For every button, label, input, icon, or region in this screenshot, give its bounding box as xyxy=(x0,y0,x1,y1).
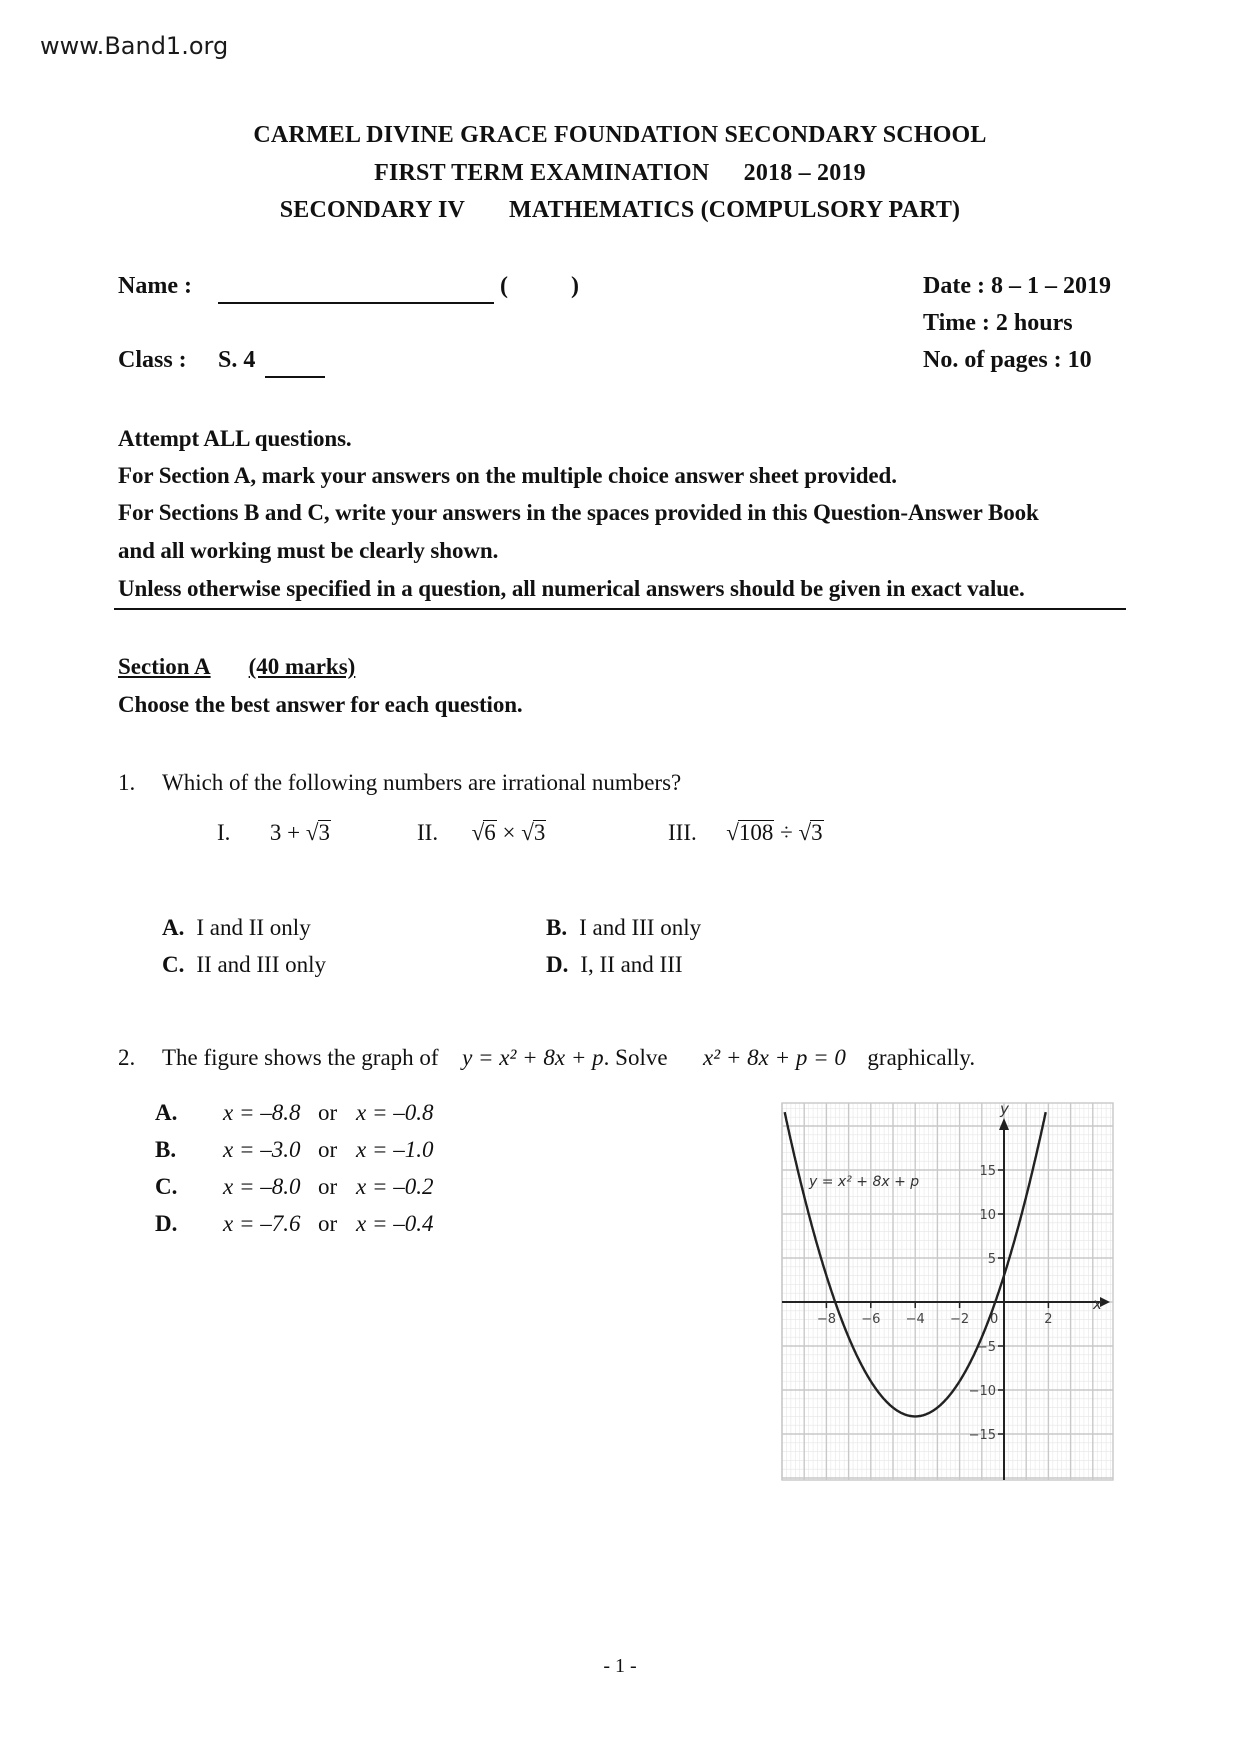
curve-label: y = x² + 8x + p xyxy=(809,1174,920,1190)
question-2-number: 2. xyxy=(118,1045,136,1070)
statement-i-prefix: 3 + xyxy=(269,820,306,845)
option-text: I and III only xyxy=(579,915,702,940)
option-text: I and II only xyxy=(196,915,311,940)
option-root-1: x = –7.6 xyxy=(223,1211,301,1236)
class-field[interactable] xyxy=(265,348,325,378)
q2-option-b[interactable] xyxy=(155,1137,433,1163)
svg-text:2: 2 xyxy=(1044,1312,1053,1327)
name-label: Name : xyxy=(118,273,192,299)
q1-option-a[interactable] xyxy=(162,915,311,941)
question-1-number: 1. xyxy=(118,770,136,795)
class-number-field[interactable] xyxy=(512,272,572,302)
statement-i-radicand: 3 xyxy=(318,820,331,845)
section-a-marks: (40 marks) xyxy=(248,654,356,679)
q1-option-b[interactable] xyxy=(546,915,701,941)
page-number: - 1 - xyxy=(603,1655,637,1677)
exam-title xyxy=(0,160,1240,187)
class-prefix: S. 4 xyxy=(218,347,256,373)
option-root-2: x = –0.8 xyxy=(356,1100,434,1125)
option-root-2: x = –0.4 xyxy=(356,1211,434,1236)
question-1-text: Which of the following numbers are irrational numbers? xyxy=(162,770,682,795)
q1-option-d[interactable] xyxy=(546,952,683,978)
question-2-text-post: graphically. xyxy=(867,1045,976,1070)
graph-canvas xyxy=(778,1090,1118,1490)
exam-year: 2018 – 2019 xyxy=(743,160,866,186)
exam-name: FIRST TERM EXAMINATION xyxy=(374,160,710,186)
instruction-3: For Sections B and C, write your answers in the spaces provided in this Question-Answer Book xyxy=(118,500,1039,525)
option-letter: A. xyxy=(162,915,185,940)
svg-text:15: 15 xyxy=(979,1164,996,1179)
exam-duration: Time : 2 hours xyxy=(923,310,1073,336)
section-a-subtitle: Choose the best answer for each question. xyxy=(118,692,523,717)
exam-date: Date : 8 – 1 – 2019 xyxy=(923,273,1111,299)
section-a-title xyxy=(118,654,355,680)
instruction-2: For Section A, mark your answers on the multiple choice answer sheet provided. xyxy=(118,463,897,488)
option-root-2: x = –1.0 xyxy=(356,1137,434,1162)
statement-ii-radicand-2: 3 xyxy=(533,820,546,845)
option-text: II and III only xyxy=(196,952,327,977)
option-or: or xyxy=(318,1211,338,1236)
option-letter: D. xyxy=(546,952,569,977)
q2-option-d[interactable] xyxy=(155,1211,433,1237)
instruction-1: Attempt ALL questions. xyxy=(118,426,352,451)
option-root-1: x = –3.0 xyxy=(223,1137,301,1162)
parabola-graph xyxy=(778,1090,1118,1490)
option-root-1: x = –8.0 xyxy=(223,1174,301,1199)
option-or: or xyxy=(318,1100,338,1125)
option-or: or xyxy=(318,1137,338,1162)
option-letter: D. xyxy=(155,1211,178,1236)
svg-text:−8: −8 xyxy=(816,1312,836,1327)
statement-ii-radicand-1: 6 xyxy=(484,820,496,845)
option-letter: A. xyxy=(155,1100,178,1125)
option-letter: C. xyxy=(155,1174,178,1199)
svg-text:−4: −4 xyxy=(905,1312,925,1327)
option-root-2: x = –0.2 xyxy=(356,1174,434,1199)
page-count: No. of pages : 10 xyxy=(923,347,1092,373)
instruction-4: and all working must be clearly shown. xyxy=(118,538,499,563)
statement-ii-operator: × xyxy=(502,820,516,845)
svg-text:10: 10 xyxy=(979,1208,996,1223)
statement-ii-label: II. xyxy=(417,820,439,845)
watermark-url: www.Band1.org xyxy=(40,32,229,60)
section-a-name: Section A xyxy=(118,654,211,679)
statement-iii-radicand-1: 108 xyxy=(738,820,774,845)
x-axis-label: x xyxy=(1093,1295,1102,1313)
option-root-1: x = –8.8 xyxy=(223,1100,301,1125)
class-number-close: ) xyxy=(571,273,579,299)
subject: MATHEMATICS (COMPULSORY PART) xyxy=(509,197,961,223)
svg-text:−6: −6 xyxy=(861,1312,881,1327)
name-field[interactable] xyxy=(218,272,494,304)
statement-i: I. 3 + √3 xyxy=(217,820,331,845)
instruction-5: Unless otherwise specified in a question, all numerical answers should be given in exact value. xyxy=(118,576,1025,601)
statement-iii: III. √108 ÷ √3 xyxy=(668,820,823,845)
class-number-open: ( xyxy=(500,273,508,299)
question-2-equation-2: x² + 8x + p = 0 xyxy=(703,1045,846,1070)
statement-iii-radicand-2: 3 xyxy=(811,820,823,845)
question-2-text-mid: . Solve xyxy=(603,1045,668,1070)
divider-rule xyxy=(114,608,1126,610)
q1-option-c[interactable] xyxy=(162,952,326,978)
school-name: CARMEL DIVINE GRACE FOUNDATION SECONDARY SCHOOL xyxy=(253,122,987,148)
option-letter: B. xyxy=(155,1137,177,1162)
class-label: Class : xyxy=(118,347,187,373)
option-letter: C. xyxy=(162,952,185,977)
svg-text:−10: −10 xyxy=(968,1384,996,1399)
option-letter: B. xyxy=(546,915,568,940)
level: SECONDARY IV xyxy=(279,197,465,223)
statement-iii-operator: ÷ xyxy=(780,820,793,845)
statement-iii-label: III. xyxy=(668,820,697,845)
svg-text:0: 0 xyxy=(990,1312,999,1327)
svg-text:−2: −2 xyxy=(950,1312,970,1327)
statement-i-label: I. xyxy=(217,820,231,845)
svg-text:5: 5 xyxy=(987,1252,996,1267)
option-text: I, II and III xyxy=(580,952,683,977)
question-2-text xyxy=(162,1045,975,1071)
svg-text:−5: −5 xyxy=(976,1340,996,1355)
y-axis-label: y xyxy=(1000,1100,1009,1118)
subject-line xyxy=(0,197,1240,224)
option-or: or xyxy=(318,1174,338,1199)
q2-option-a[interactable] xyxy=(155,1100,433,1126)
statement-ii: II. √6 × √3 xyxy=(417,820,546,845)
svg-text:−15: −15 xyxy=(968,1428,996,1443)
question-2-text-pre: The figure shows the graph of xyxy=(162,1045,439,1070)
question-2-equation: y = x² + 8x + p xyxy=(462,1045,604,1070)
q2-option-c[interactable] xyxy=(155,1174,433,1200)
